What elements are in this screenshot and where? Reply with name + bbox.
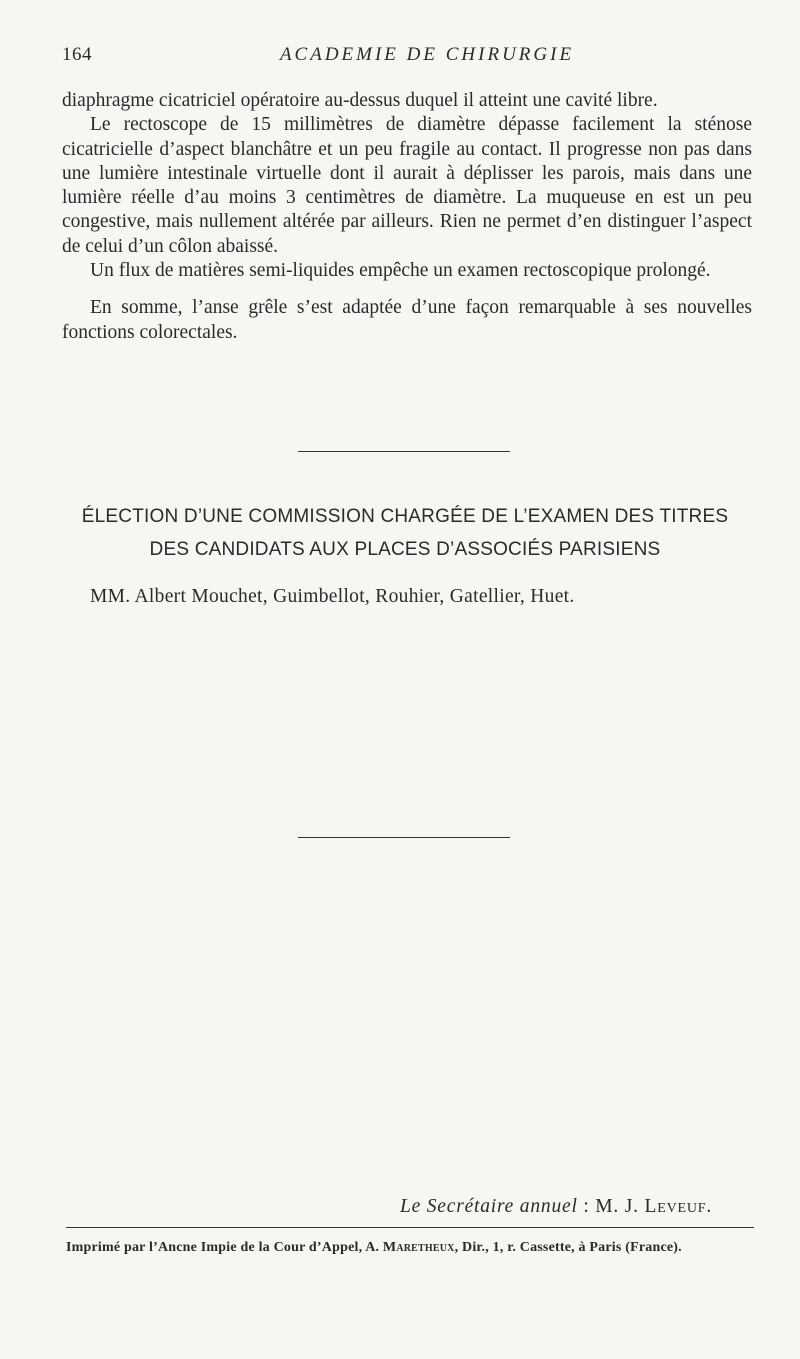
section-divider	[298, 451, 510, 452]
paragraph-flux: Un flux de matières semi-liquides empêche un examen rectoscopique prolongé.	[90, 260, 711, 282]
section-heading-line-1: ÉLECTION D’UNE COMMISSION CHARGÉE DE L’EXAMEN DES TITRES	[81, 506, 729, 527]
imprint-director: Maretheux	[382, 1240, 455, 1255]
section-heading	[40, 500, 770, 566]
paragraph-rectoscope: Le rectoscope de 15 millimètres de diamètre dépasse facilement la sténose cicatricielle d’aspect blanchâtre et un peu fragile au contact. Il progresse non pas dans une lumière intestinale virtuelle dont il aurait à déplisser les parois, mais dans une lumière réelle d’au moins 3 centimètres de diamètre. La muqueuse en est un peu congestive, mais nullement altérée par ailleurs. Rien ne permet d’en distinguer l’aspect de celui d’un côlon abaissé.	[62, 114, 752, 257]
imprint-text-after: , Dir., 1, r. Cassette, à Paris (France).	[454, 1240, 682, 1255]
signature-role: Le Secrétaire annuel	[399, 1196, 578, 1217]
signature	[400, 1196, 712, 1218]
imprint-text-before: Imprimé par l’Ancne Impie de la Cour d’Appel, A.	[66, 1240, 383, 1255]
running-title: ACADEMIE DE CHIRURGIE	[279, 44, 575, 65]
end-divider	[298, 837, 510, 838]
signature-name-prefix: M. J.	[595, 1196, 645, 1217]
section-heading-line-2: DES CANDIDATS AUX PLACES D’ASSOCIÉS PARISIENS	[149, 539, 661, 560]
page-number: 164	[62, 44, 92, 65]
paragraph-conclusion: En somme, l’anse grêle s’est adaptée d’une façon remarquable à ses nouvelles fonctions colorectales.	[62, 297, 752, 343]
printer-imprint	[66, 1240, 766, 1256]
body-text	[62, 89, 752, 345]
signature-separator: :	[577, 1196, 596, 1217]
paragraph-continuation: diaphragme cicatriciel opératoire au-dessus duquel il atteint une cavité libre.	[62, 90, 658, 111]
signature-surname: Leveuf.	[644, 1196, 712, 1217]
commission-members: MM. Albert Mouchet, Guimbellot, Rouhier, Gatellier, Huet.	[90, 586, 575, 607]
footer-rule	[66, 1227, 754, 1228]
page-header	[62, 44, 752, 68]
